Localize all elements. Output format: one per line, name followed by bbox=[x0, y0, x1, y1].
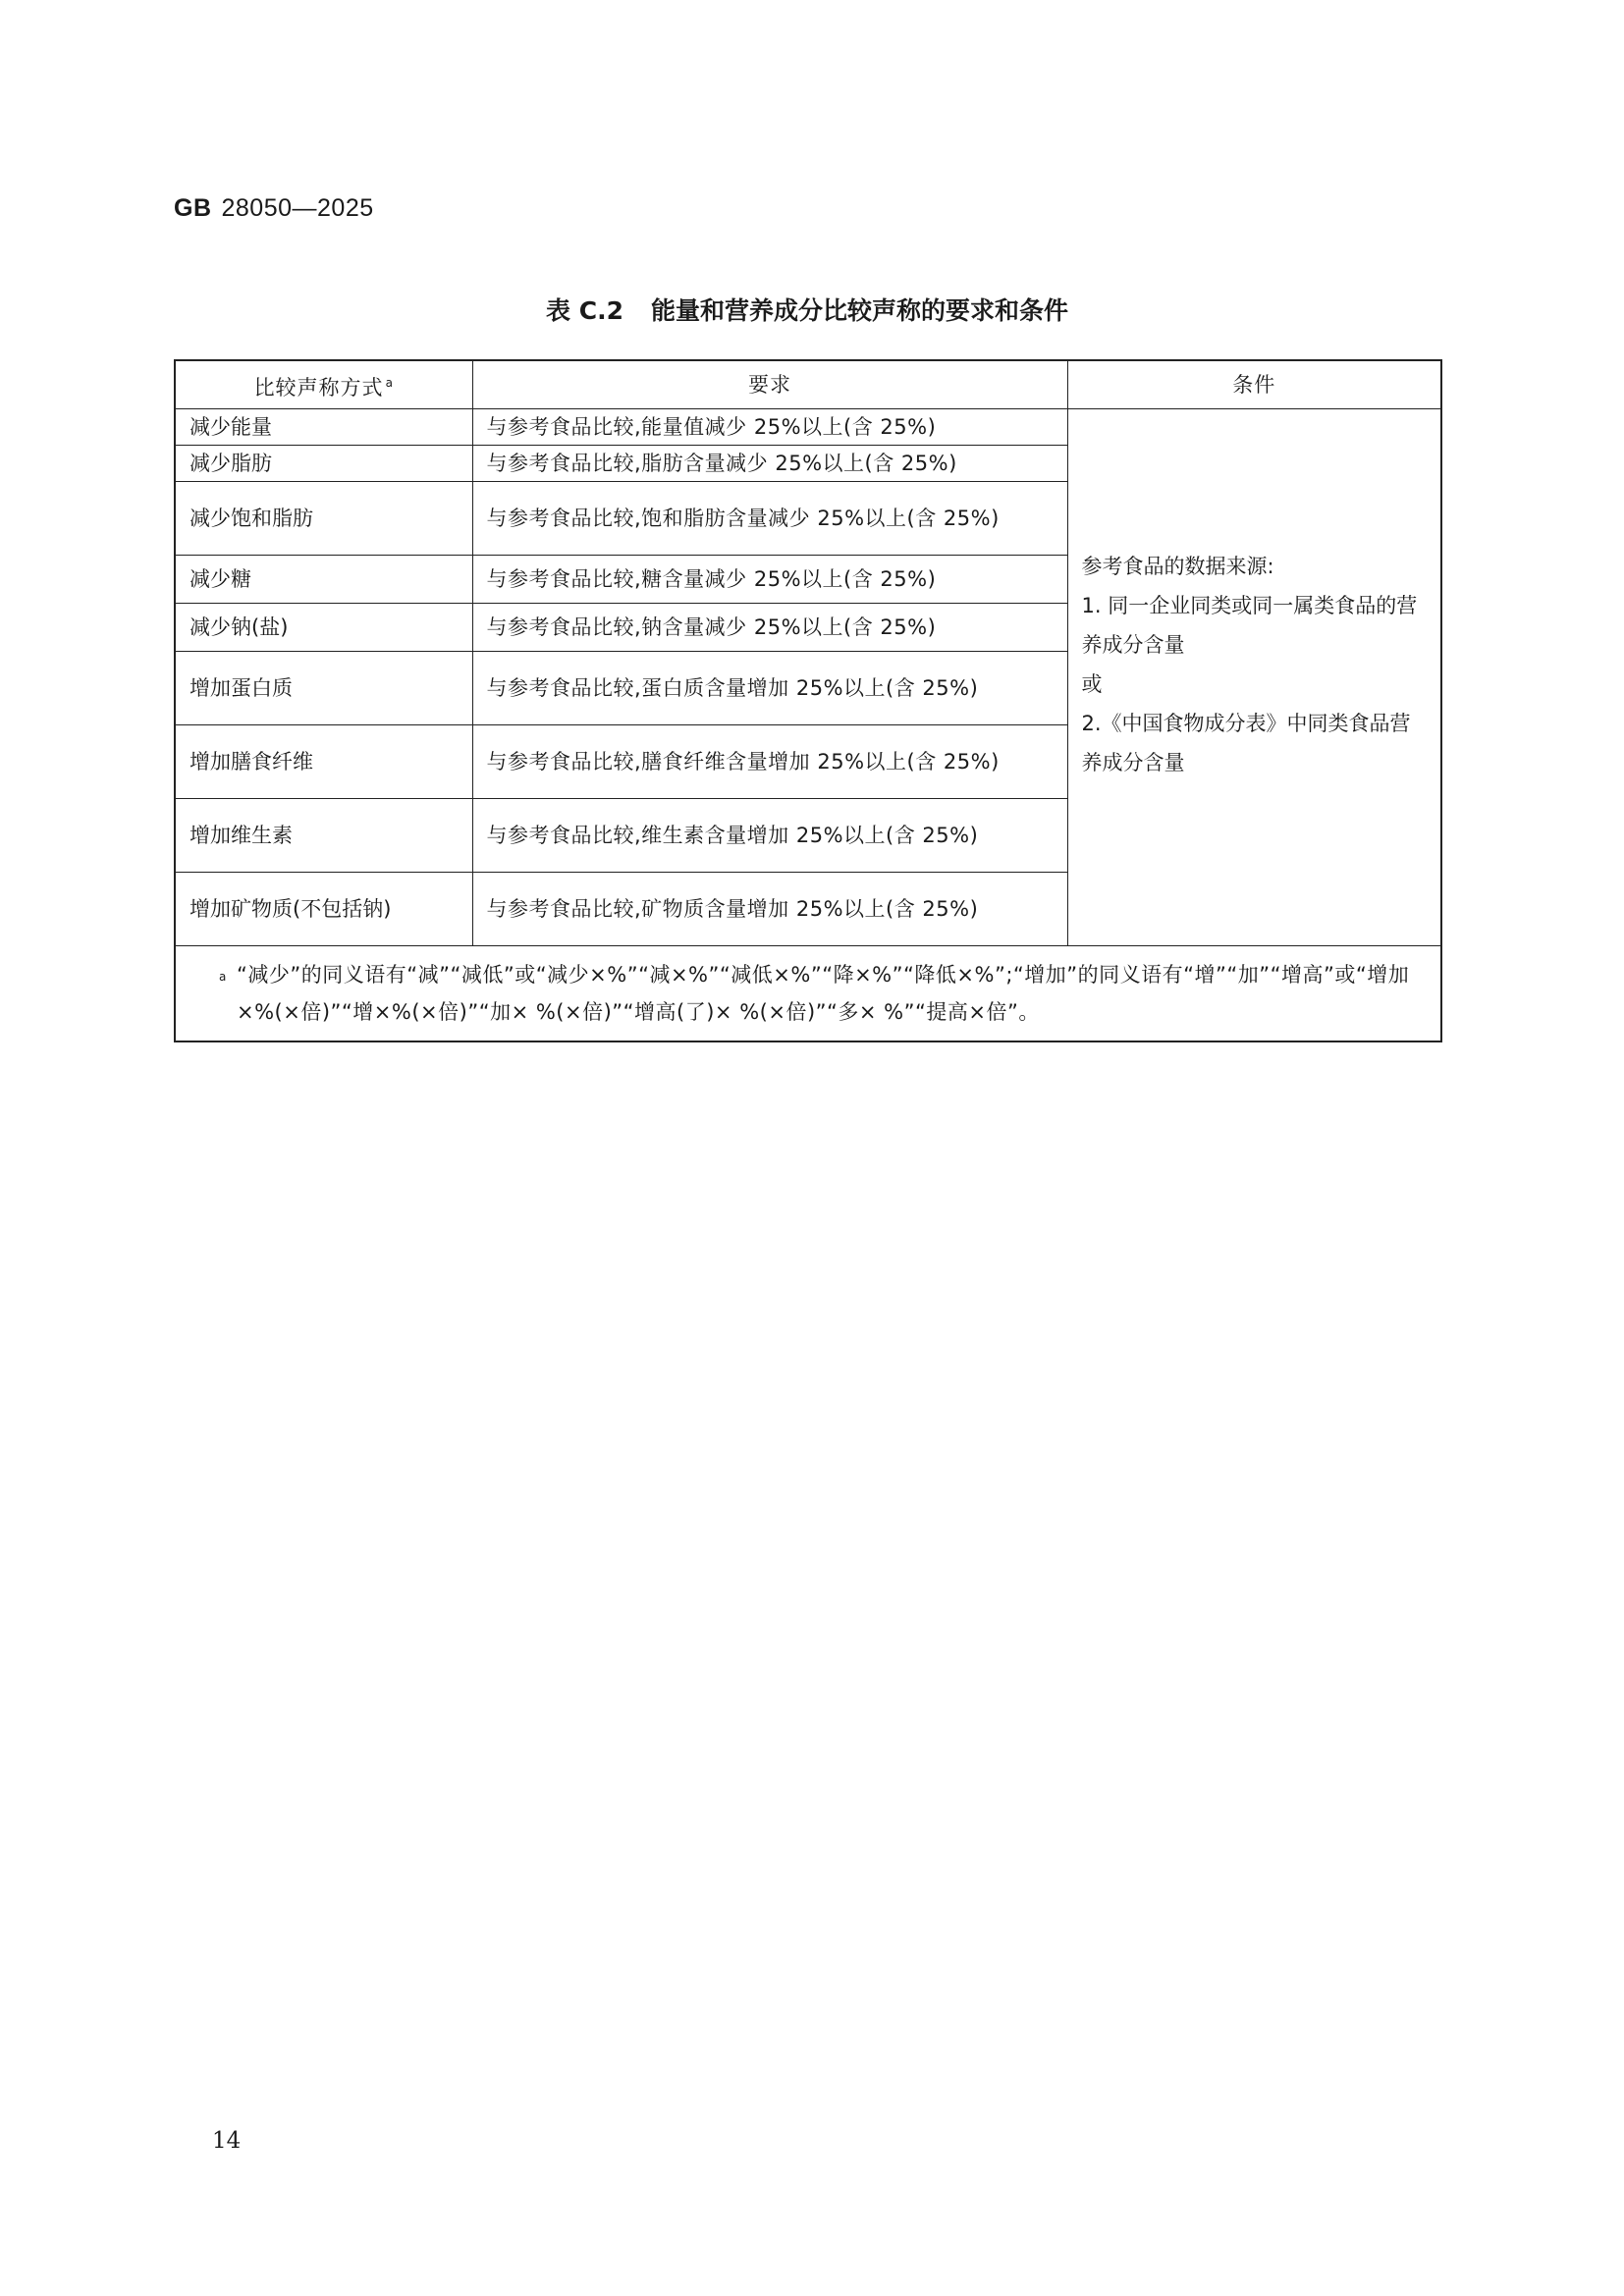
table-footnote-row bbox=[175, 946, 1441, 1042]
col-header-method: 比较声称方式 $^a$ bbox=[175, 360, 472, 409]
claim-requirement: 与参考食品比较,钠含量减少 25%以上(含 25%) bbox=[472, 604, 1067, 652]
claim-method: 减少饱和脂肪 bbox=[175, 482, 472, 556]
condition-item-2: 2.《中国食物成分表》中同类食品营养成分含量 bbox=[1081, 712, 1411, 774]
claim-method: 减少钠(盐) bbox=[175, 604, 472, 652]
claim-requirement: 与参考食品比较,脂肪含量减少 25%以上(含 25%) bbox=[472, 446, 1067, 482]
claim-method: 减少脂肪 bbox=[175, 446, 472, 482]
claim-requirement: 与参考食品比较,饱和脂肪含量减少 25%以上(含 25%) bbox=[472, 482, 1067, 556]
table-title-text: 能量和营养成分比较声称的要求和条件 bbox=[650, 296, 1068, 325]
table-title bbox=[174, 292, 1440, 327]
standard-prefix: GB bbox=[174, 194, 212, 222]
claim-method: 减少糖 bbox=[175, 556, 472, 604]
claims-table bbox=[174, 359, 1442, 1042]
claim-method: 增加膳食纤维 bbox=[175, 725, 472, 799]
claim-method: 增加蛋白质 bbox=[175, 652, 472, 725]
claim-requirement: 与参考食品比较,维生素含量增加 25%以上(含 25%) bbox=[472, 799, 1067, 873]
condition-or: 或 bbox=[1081, 672, 1103, 696]
column-note-mark: a bbox=[385, 375, 394, 390]
standard-number: 28050—2025 bbox=[221, 194, 374, 222]
table-row bbox=[175, 409, 1441, 446]
claim-requirement: 与参考食品比较,矿物质含量增加 25%以上(含 25%) bbox=[472, 873, 1067, 946]
claim-requirement: 与参考食品比较,蛋白质含量增加 25%以上(含 25%) bbox=[472, 652, 1067, 725]
table-header-row bbox=[175, 360, 1441, 409]
claim-requirement: 与参考食品比较,膳食纤维含量增加 25%以上(含 25%) bbox=[472, 725, 1067, 799]
claim-requirement: 与参考食品比较,能量值减少 25%以上(含 25%) bbox=[472, 409, 1067, 446]
table-footnote bbox=[175, 946, 1441, 1042]
col-header-condition: 条件 bbox=[1067, 360, 1441, 409]
claim-method: 增加矿物质(不包括钠) bbox=[175, 873, 472, 946]
footnote-text: “减少”的同义语有“减”“减低”或“减少×%”“减×%”“减低×%”“降×%”“降低×%”;“增加”的同义语有“增”“加”“增高”或“增加×%(×倍)”“增×%(×倍)”“加× %(×倍)”“增高(了)× %(×倍)”“多× %”“提高×倍”。 bbox=[237, 963, 1410, 1024]
footnote-mark: a bbox=[219, 970, 227, 984]
claim-method: 减少能量 bbox=[175, 409, 472, 446]
claim-method: 增加维生素 bbox=[175, 799, 472, 873]
condition-item-1: 1. 同一企业同类或同一属类食品的营养成分含量 bbox=[1081, 594, 1418, 657]
page-number: 14 bbox=[212, 2128, 242, 2154]
table-number: 表 C.2 bbox=[546, 296, 623, 325]
condition-lead: 参考食品的数据来源: bbox=[1081, 555, 1274, 578]
claim-requirement: 与参考食品比较,糖含量减少 25%以上(含 25%) bbox=[472, 556, 1067, 604]
standard-code bbox=[174, 194, 374, 223]
claim-condition bbox=[1067, 409, 1441, 946]
col-header-requirement: 要求 bbox=[472, 360, 1067, 409]
